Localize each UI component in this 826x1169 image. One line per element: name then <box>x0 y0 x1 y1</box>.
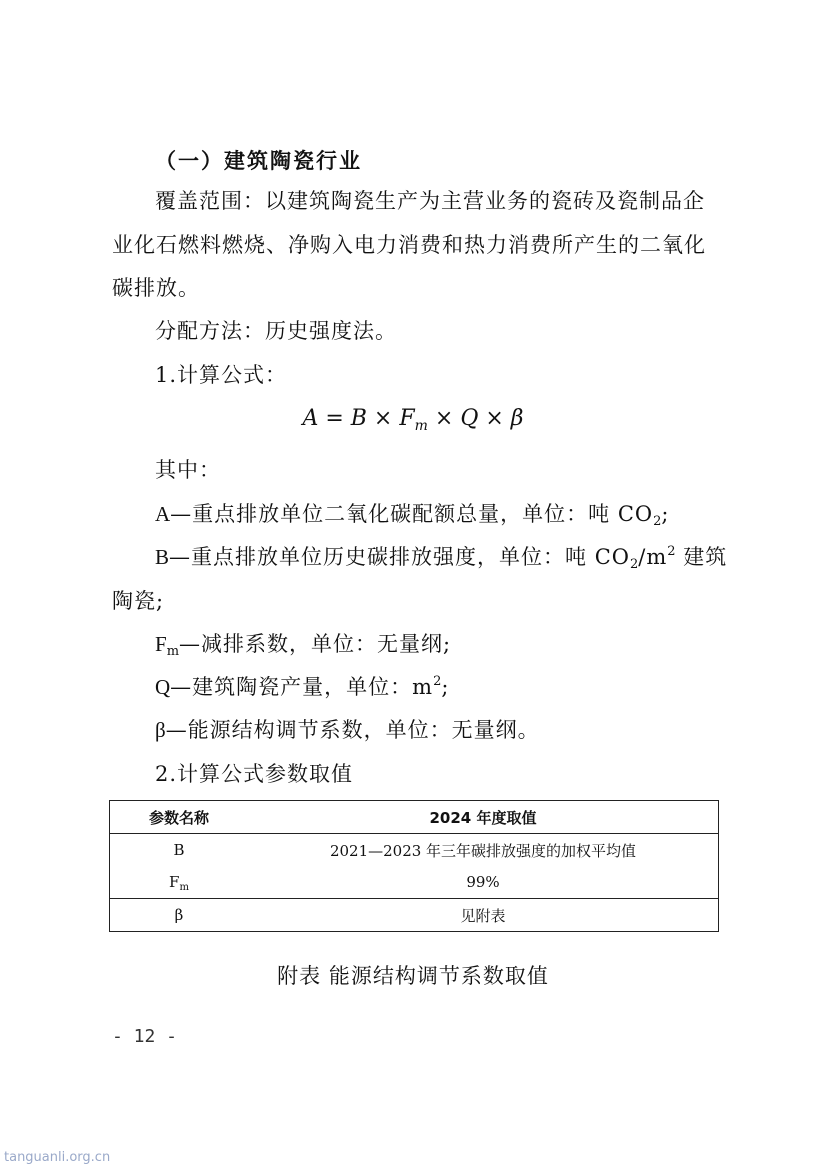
table-cell-name-main: F <box>169 873 180 891</box>
var-q: Q <box>155 675 171 699</box>
definition-b-continued: 陶瓷; <box>112 589 165 613</box>
definition-fm <box>155 629 451 663</box>
parameter-title: 2.计算公式参数取值 <box>155 762 354 786</box>
def-a-text: —重点排放单位二氧化碳配额总量，单位：吨 CO <box>170 502 654 526</box>
definition-a <box>155 499 670 533</box>
var-beta: β <box>155 718 166 742</box>
coverage-paragraph-line-3: 碳排放。 <box>112 276 200 300</box>
table-cell-value: 99% <box>466 873 500 891</box>
table-row <box>110 834 719 867</box>
table-cell-name-sub: m <box>179 882 189 893</box>
table-header-row <box>110 801 719 834</box>
def-b-sup: 2 <box>667 544 676 559</box>
def-b-text: —重点排放单位历史碳排放强度，单位：吨 CO <box>169 545 630 569</box>
watermark: tanguanli.org.cn <box>4 1150 111 1165</box>
var-f: F <box>155 632 167 656</box>
def-b-mid: /m <box>638 545 668 569</box>
def-beta-text: —能源结构调节系数，单位：无量纲。 <box>165 718 540 742</box>
var-b: B <box>155 545 170 569</box>
parameter-table <box>109 800 719 932</box>
table-cell-name: B <box>173 841 185 859</box>
definition-q <box>155 672 449 706</box>
table-row <box>110 866 719 899</box>
def-q-end: ; <box>441 675 450 699</box>
table-header-value: 2024 年度取值 <box>429 808 537 827</box>
table-header-name: 参数名称 <box>148 808 209 827</box>
formula-lhs: A = B × F <box>302 406 415 431</box>
allocation-method: 分配方法：历史强度法。 <box>155 319 397 343</box>
appendix-caption: 附表 能源结构调节系数取值 <box>277 964 549 988</box>
def-b-end: 建筑 <box>675 545 728 569</box>
definition-beta <box>155 715 540 745</box>
coverage-paragraph-line-1: 覆盖范围：以建筑陶瓷生产为主营业务的瓷砖及瓷制品企 <box>155 189 705 213</box>
formula-subscript: m <box>414 418 428 434</box>
def-q-sup: 2 <box>433 674 442 689</box>
var-f-sub: m <box>166 644 180 659</box>
formula-rhs: × Q × β <box>427 406 524 431</box>
formula-title: 1.计算公式： <box>155 363 288 387</box>
def-a-sub: 2 <box>653 514 662 529</box>
table-cell-name: β <box>174 906 184 924</box>
formula <box>0 406 826 434</box>
table-cell-value: 见附表 <box>460 906 506 925</box>
section-heading: （一）建筑陶瓷行业 <box>155 148 362 173</box>
table-row <box>110 899 719 932</box>
page-number: - 12 - <box>112 1026 178 1047</box>
definition-b <box>155 542 727 576</box>
def-f-text: —减排系数，单位：无量纲; <box>179 632 452 656</box>
def-a-end: ; <box>661 502 670 526</box>
def-q-text: —建筑陶瓷产量，单位：m <box>170 675 434 699</box>
coverage-paragraph-line-2: 业化石燃料燃烧、净购入电力消费和热力消费所产生的二氧化 <box>112 233 706 257</box>
where-label: 其中： <box>155 458 221 482</box>
var-a: A <box>155 502 171 526</box>
table-cell-value: 2021—2023 年三年碳排放强度的加权平均值 <box>329 841 637 860</box>
def-b-sub: 2 <box>629 557 639 572</box>
table-cell-name <box>110 866 249 899</box>
